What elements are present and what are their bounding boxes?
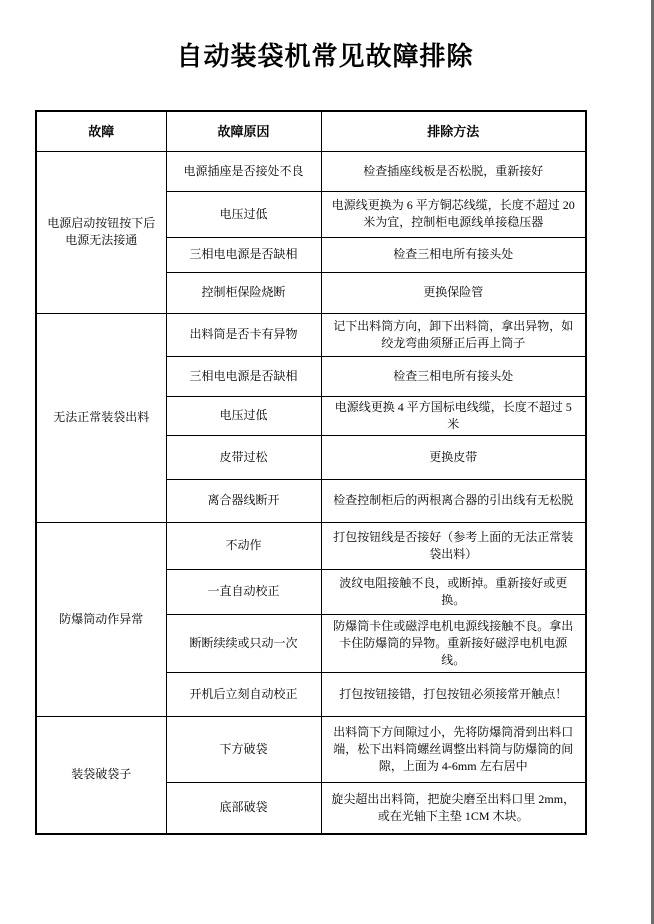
header-solution: 排除方法 [321,111,586,151]
solution-cell: 电源线更换 4 平方国标电线缆，长度不超过 5 米 [321,396,586,435]
cause-cell: 电压过低 [166,396,321,435]
solution-cell: 记下出料筒方向，卸下出料筒，拿出异物，如绞龙弯曲须掰正后再上筒子 [321,313,586,356]
cause-cell: 底部破袋 [166,782,321,834]
cause-cell: 不动作 [166,522,321,569]
solution-cell: 更换皮带 [321,435,586,479]
solution-cell: 检查插座线板是否松脱，重新接好 [321,151,586,191]
cause-cell: 三相电电源是否缺相 [166,237,321,272]
table-row [36,716,586,782]
cause-cell: 皮带过松 [166,435,321,479]
fault-cell: 电源启动按钮按下后电源无法接通 [36,151,166,313]
page-title: 自动装袋机常见故障排除 [176,42,474,71]
table-row [36,313,586,356]
fault-table-body [36,151,586,834]
solution-cell: 打包按钮接错，打包按钮必须接常开触点！ [321,672,586,716]
cause-cell: 开机后立刻自动校正 [166,672,321,716]
cause-cell: 电源插座是否接处不良 [166,151,321,191]
solution-cell: 打包按钮线是否接好（参考上面的无法正常装袋出料） [321,522,586,569]
solution-cell: 检查控制柜后的两根离合器的引出线有无松脱 [321,479,586,522]
fault-cell: 装袋破袋子 [36,716,166,834]
cause-cell: 出料筒是否卡有异物 [166,313,321,356]
cause-cell: 一直自动校正 [166,569,321,614]
cause-cell: 三相电电源是否缺相 [166,356,321,396]
header-cause: 故障原因 [166,111,321,151]
cause-cell: 控制柜保险烧断 [166,272,321,313]
solution-cell: 防爆筒卡住或磁浮电机电源线接触不良。拿出卡住防爆筒的异物。重新接好磁浮电机电源线。 [321,614,586,672]
fault-cell: 防爆筒动作异常 [36,522,166,716]
solution-cell: 旋尖超出出料筒，把旋尖磨至出料口里 2mm，或在光轴下主垫 1CM 木块。 [321,782,586,834]
solution-cell: 检查三相电所有接头处 [321,237,586,272]
solution-cell: 检查三相电所有接头处 [321,356,586,396]
cause-cell: 下方破袋 [166,716,321,782]
solution-cell: 波纹电阻接触不良，或断掉。重新接好或更换。 [321,569,586,614]
table-row [36,151,586,191]
solution-cell: 更换保险管 [321,272,586,313]
cause-cell: 离合器线断开 [166,479,321,522]
table-row [36,522,586,569]
cause-cell: 断断续续或只动一次 [166,614,321,672]
fault-cell: 无法正常装袋出料 [36,313,166,522]
fault-table [35,110,587,835]
solution-cell: 出料筒下方间隙过小，先将防爆筒滑到出料口端，松下出料筒螺丝调整出料筒与防爆筒的间隙，上面为 4-6mm 左右居中 [321,716,586,782]
table-header-row [36,111,586,151]
cause-cell: 电压过低 [166,191,321,237]
solution-cell: 电源线更换为 6 平方铜芯线缆，长度不超过 20 米为宜，控制柜电源线单接稳压器 [321,191,586,237]
header-fault: 故障 [36,111,166,151]
